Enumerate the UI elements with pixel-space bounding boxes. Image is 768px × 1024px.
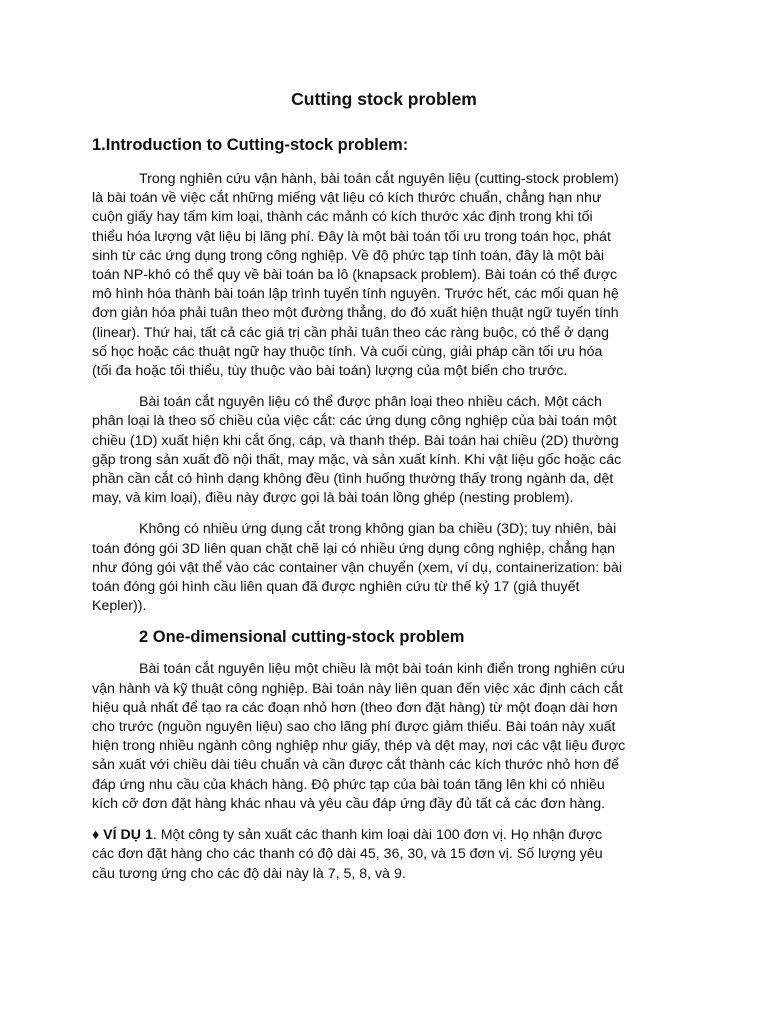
paragraph-line: ♦ VÍ DỤ 1. Một công ty sản xuất các thanh kim loại dài 100 đơn vị. Họ nhận được xyxy=(92,827,603,844)
paragraph-line: chiều (1D) xuất hiện khi cắt ống, cáp, và thanh thép. Bài toán hai chiều (2D) thường xyxy=(92,432,619,449)
paragraph-classification xyxy=(92,393,676,508)
paragraph-line: (linear). Thứ hai, tất cả các giá trị cần phải tuân theo các ràng buộc, có thể ở dạng xyxy=(92,324,609,341)
paragraph-line: vận hành và kỹ thuật công nghiệp. Bài toán này liên quan đến việc xác định cách cắt xyxy=(92,680,623,697)
paragraph-line: thiểu hóa lượng vật liệu bị lãng phí. Đây là một bài toán tối ưu trong toán học, phát xyxy=(92,228,611,245)
paragraph-3d xyxy=(92,520,676,616)
paragraph-line: may, và kim loại), điều này được gọi là bài toán lồng ghép (nesting problem). xyxy=(92,490,574,507)
paragraph-line: hiện trong nhiều ngành công nghiệp như giấy, thép và dệt may, nơi các vật liệu được xyxy=(92,738,626,755)
paragraph-line: cuộn giấy hay tấm kim loại, thành các mảnh có kích thước xác định trong khi tối xyxy=(92,209,593,226)
paragraph-line: Kepler)). xyxy=(92,598,147,615)
paragraph-line: toán đóng gói 3D liên quan chặt chẽ lại có nhiều ứng dụng công nghiệp, chẳng hạn xyxy=(92,540,616,557)
paragraph-line: Trong nghiên cứu vận hành, bài toán cắt nguyên liệu (cutting-stock problem) xyxy=(139,171,619,187)
paragraph-line: kích cỡ đơn đặt hàng khác nhau và yêu cầu đáp ứng đầy đủ tất cả các đơn hàng. xyxy=(92,795,606,812)
paragraph-line: cho trước (nguồn nguyên liệu) sao cho lãng phí được giảm thiểu. Bài toán này xuất xyxy=(92,719,616,736)
paragraph-line: là bài toán về việc cắt những miếng vật liệu có kích thước chuẩn, chẳng hạn như xyxy=(92,190,602,207)
paragraph-line: đáp ứng nhu cầu của khách hàng. Độ phức tạp của bài toán tăng lên khi có nhiều xyxy=(92,776,605,793)
paragraph-line: mô hình hóa thành bài toán lập trình tuyến tính nguyên. Trước hết, các mối quan hệ xyxy=(92,286,619,303)
paragraph-line: toán NP-khó có thể quy về bài toán ba lô (knapsack problem). Bài toán có thể được xyxy=(92,267,618,284)
paragraph-line: hiệu quả nhất để tạo ra các đoạn nhỏ hơn (theo đơn đặt hàng) từ một đoạn dài hơn xyxy=(92,699,618,716)
paragraph-example-1 xyxy=(92,826,676,884)
paragraph-line: Không có nhiều ứng dụng cắt trong không gian ba chiều (3D); tuy nhiên, bài xyxy=(139,521,617,538)
section-2-heading: 2 One-dimensional cutting-stock problem xyxy=(139,628,465,647)
section-1-heading: 1.Introduction to Cutting-stock problem: xyxy=(92,136,409,154)
paragraph-line: toán đóng gói hình cầu liên quan đã được nghiên cứu từ thế kỷ 17 (giả thuyết xyxy=(92,579,580,596)
document-title: Cutting stock problem xyxy=(291,89,477,109)
paragraph-intro xyxy=(92,170,676,381)
paragraph-line: như đóng gói vật thể vào các container vận chuyển (xem, ví dụ, containerization: bài xyxy=(92,559,623,576)
paragraph-line: phân loại là theo số chiều của việc cắt: các ứng dụng công nghiệp của bài toán một xyxy=(92,413,617,430)
paragraph-line: đơn giản hóa phải tuân theo một đường thẳng, do đó xuất hiện thuật ngữ tuyến tính xyxy=(92,305,619,322)
paragraph-line: các đơn đặt hàng cho các thanh có độ dài 45, 36, 30, và 15 đơn vị. Số lượng yêu xyxy=(92,846,603,863)
paragraph-line: (tối đa hoặc tối thiểu, tùy thuộc vào bài toán) lượng của một biến cho trước. xyxy=(92,363,568,380)
paragraph-line: sinh từ các ứng dụng trong công nghiệp. Về độ phức tạp tính toán, đây là một bài xyxy=(92,247,604,264)
paragraph-line: gặp trong sản xuất đồ nội thất, may mặc, và sản xuất kính. Khi vật liệu gốc hoặc các xyxy=(92,451,622,468)
example-label: ♦ VÍ DỤ 1 xyxy=(92,827,153,844)
paragraph-one-dimensional xyxy=(92,660,676,814)
paragraph-line: cầu tương ứng cho các độ dài này là 7, 5, 8, và 9. xyxy=(92,865,406,882)
paragraph-line: số học hoặc các thuật ngữ hay thuộc tính. Và cuối cùng, giải pháp cần tối ưu hóa xyxy=(92,343,603,360)
paragraph-line: Bài toán cắt nguyên liệu có thể được phân loại theo nhiều cách. Một cách xyxy=(139,394,602,411)
paragraph-line: sản xuất với chiều dài tiêu chuẩn và cần được cắt thành các kích thước nhỏ hơn để xyxy=(92,757,620,774)
paragraph-line: Bài toán cắt nguyên liệu một chiều là một bài toán kinh điển trong nghiên cứu xyxy=(139,661,625,678)
paragraph-line: phần cần cắt có hình dạng không đều (tình huống thường thấy trong ngành da, dệt xyxy=(92,471,614,488)
